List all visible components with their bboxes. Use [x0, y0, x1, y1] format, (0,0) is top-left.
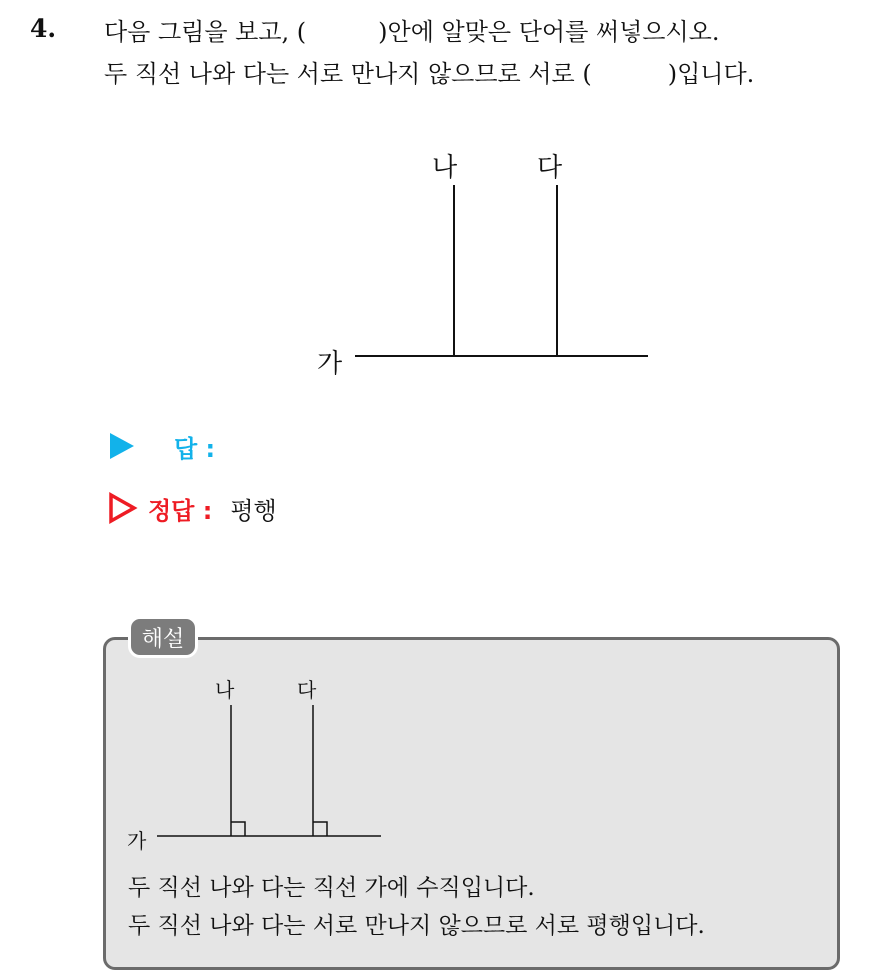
- explanation-line-1: 두 직선 나와 다는 직선 가에 수직입니다.: [128, 875, 535, 901]
- right-angle-mark-right: [313, 822, 327, 836]
- explanation-figure: [127, 678, 381, 853]
- exp-label-da: 다: [297, 678, 317, 702]
- label-ga: 가: [317, 349, 343, 379]
- correct-answer-label: 정답 :: [148, 496, 213, 525]
- label-na: 나: [432, 153, 458, 183]
- question-statement-end: )입니다.: [667, 60, 755, 88]
- exp-label-ga: 가: [127, 829, 147, 853]
- right-angle-mark-left: [231, 822, 245, 836]
- explanation-tab: 해설: [128, 616, 198, 658]
- question-instruction-start: 다음 그림을 보고, (: [104, 18, 307, 46]
- label-da: 다: [537, 153, 563, 183]
- correct-answer-value: 평행: [230, 496, 277, 525]
- question-statement-start: 두 직선 나와 다는 서로 만나지 않으므로 서로 (: [104, 60, 592, 88]
- question-number: 4.: [30, 14, 57, 43]
- answer-label: 답 :: [174, 434, 216, 463]
- exp-label-na: 나: [215, 678, 235, 702]
- question-instruction-end: )안에 알맞은 단어를 써넣으시오.: [378, 18, 720, 46]
- explanation-line-2: 두 직선 나와 다는 서로 만나지 않으므로 서로 평행입니다.: [128, 913, 705, 939]
